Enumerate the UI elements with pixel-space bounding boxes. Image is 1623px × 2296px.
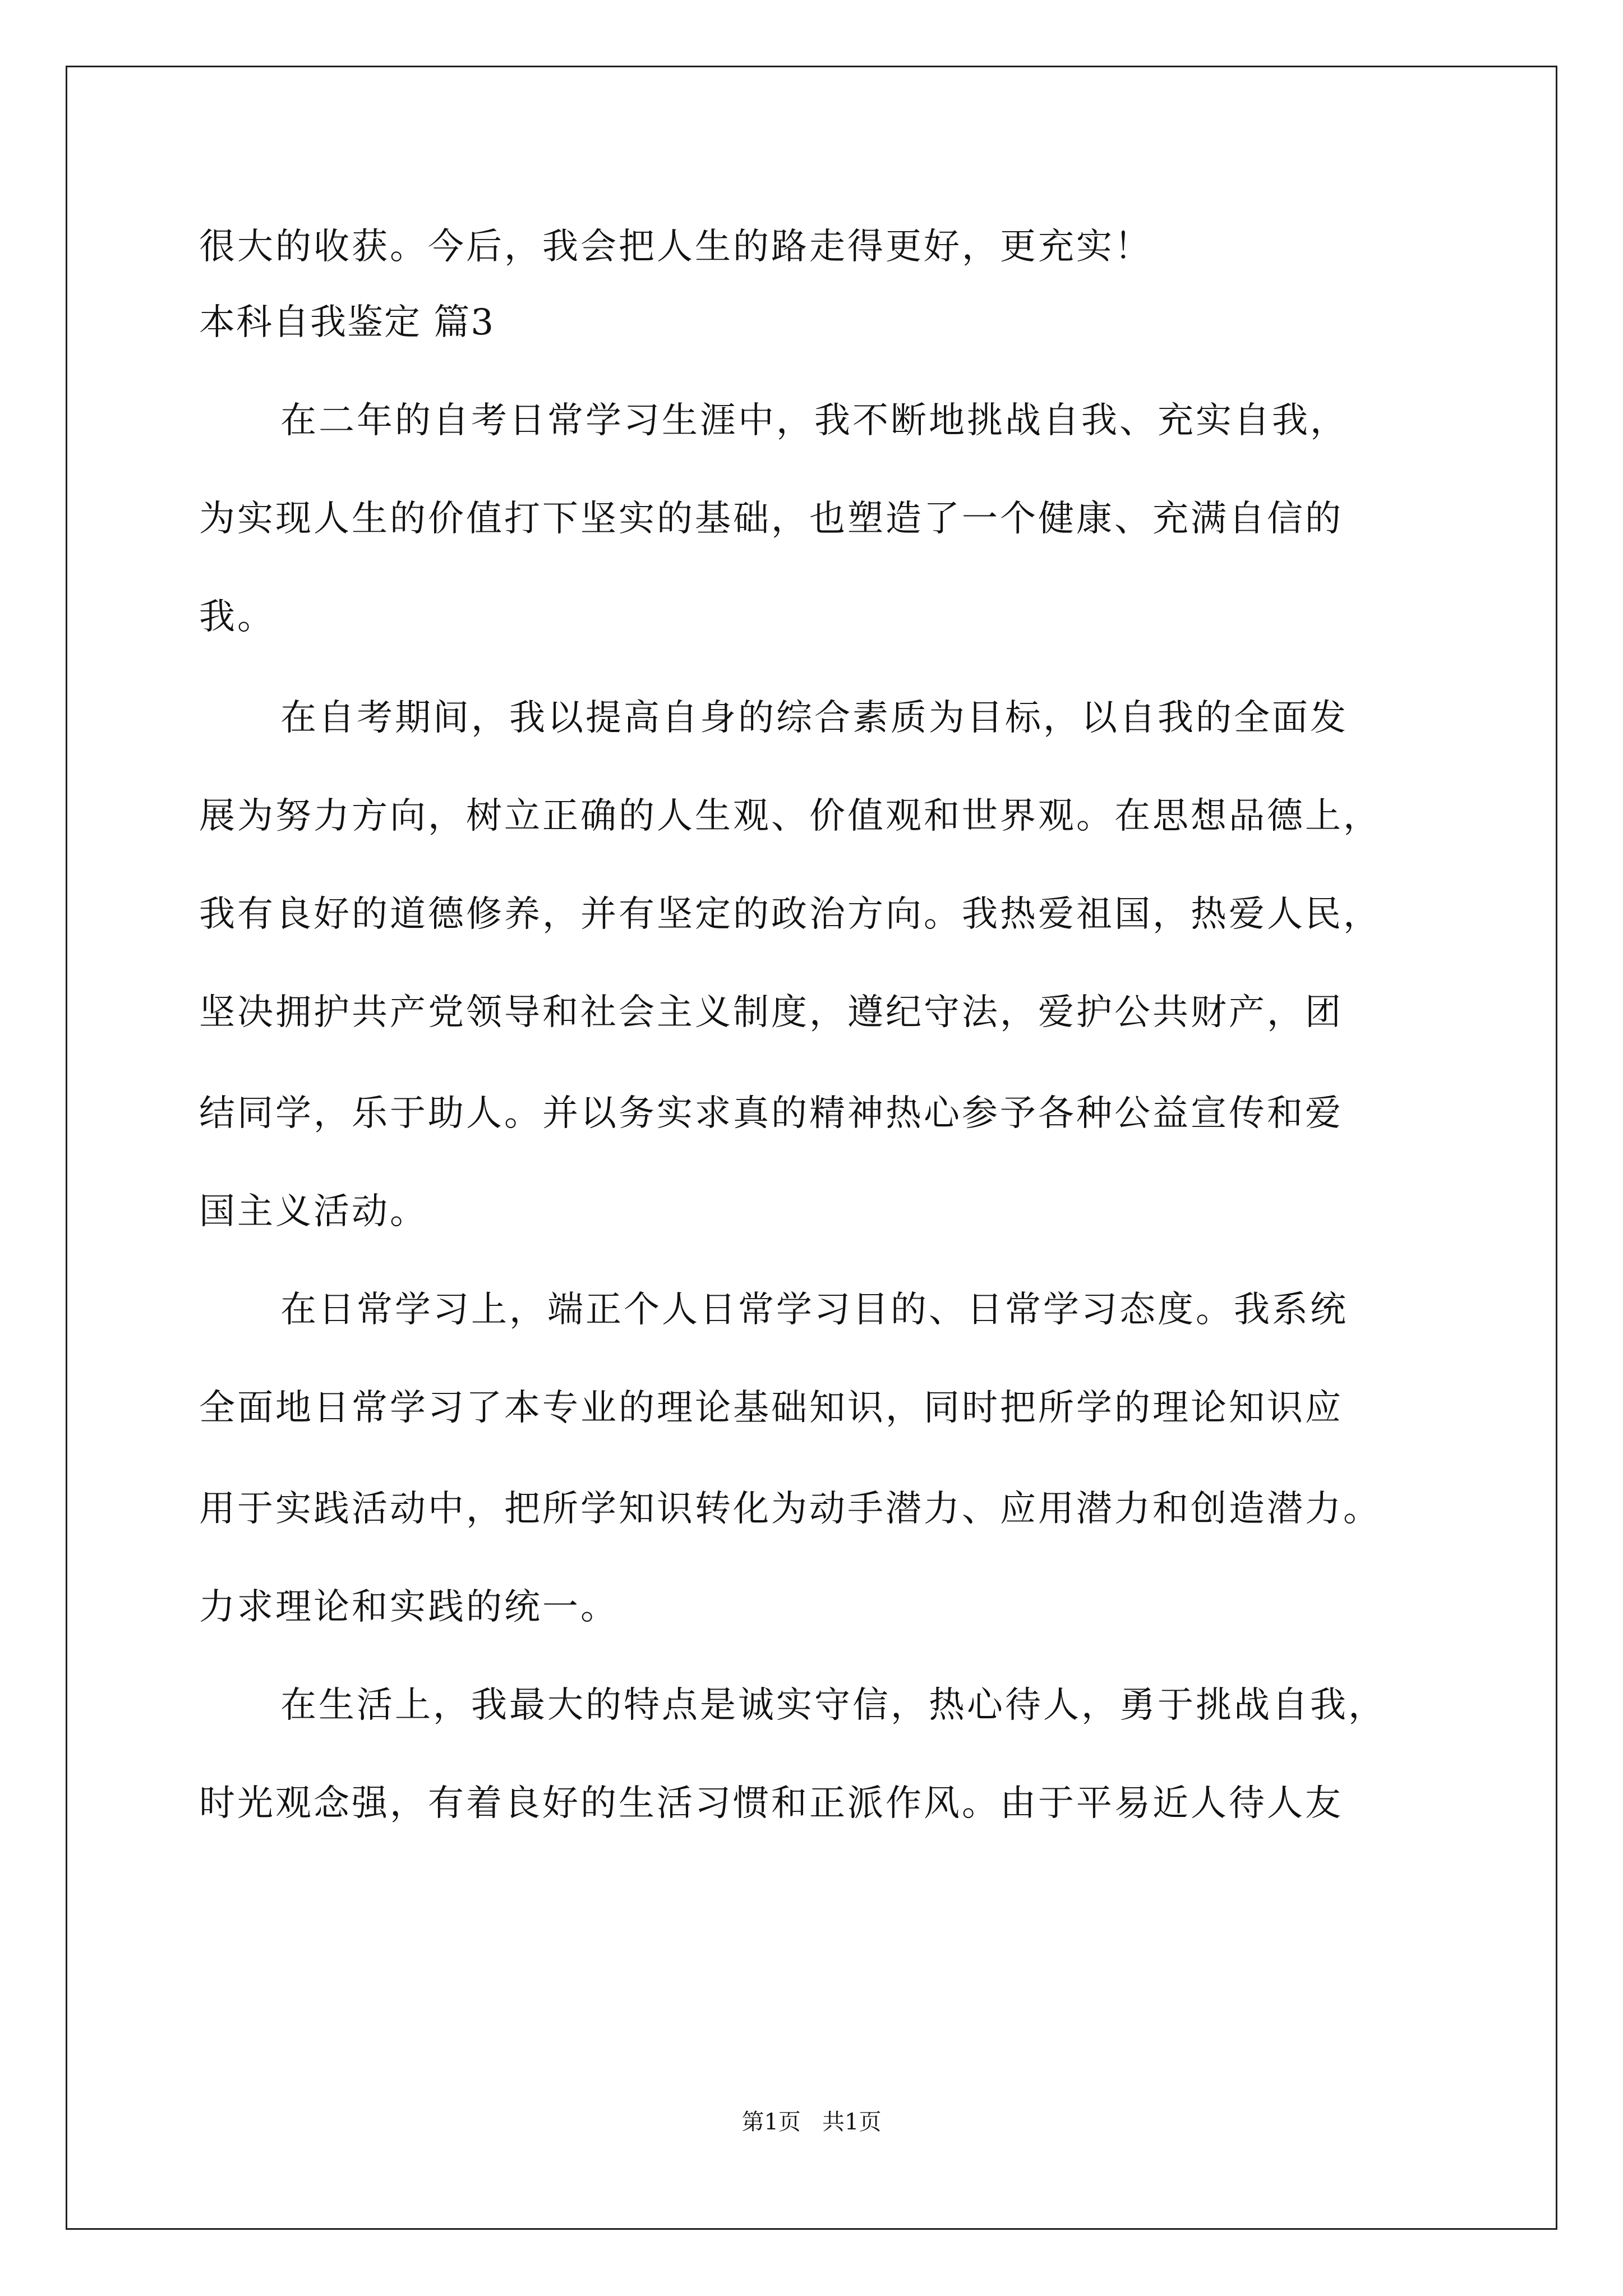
text-line: 在二年的自考日常学习生涯中，我不断地挑战自我、充实自我， — [280, 400, 1348, 441]
text-line: 全面地日常学习了本专业的理论基础知识，同时把所学的理论知识应 — [199, 1387, 1343, 1429]
text-line: 国主义活动。 — [199, 1191, 428, 1232]
text-line: 用于实践活动中，把所学知识转化为动手潜力、应用潜力和创造潜力。 — [199, 1488, 1381, 1530]
text-line: 在生活上，我最大的特点是诚实守信，热心待人，勇于挑战自我， — [280, 1685, 1386, 1726]
text-line: 时光观念强，有着良好的生活习惯和正派作风。由于平易近人待人友 — [199, 1783, 1343, 1824]
text-line: 在日常学习上，端正个人日常学习目的、日常学习态度。我系统 — [280, 1289, 1348, 1331]
text-line: 我。 — [199, 596, 275, 638]
text-line: 坚决拥护共产党领导和社会主义制度，遵纪守法，爱护公共财产，团 — [199, 992, 1343, 1033]
page-border — [66, 66, 1557, 2230]
text-line: 很大的收获。今后，我会把人生的路走得更好，更充实！ — [199, 226, 1152, 268]
text-line: 结同学，乐于助人。并以务实求真的精神热心参予各种公益宣传和爱 — [199, 1093, 1343, 1134]
page-footer: 第1页 共1页 — [741, 2109, 882, 2135]
section-heading: 本科自我鉴定 篇3 — [199, 302, 495, 343]
text-line: 在自考期间，我以提高自身的综合素质为目标，以自我的全面发 — [280, 697, 1348, 739]
text-line: 力求理论和实践的统一。 — [199, 1586, 619, 1628]
text-line: 展为努力方向，树立正确的人生观、价值观和世界观。在思想品德上， — [199, 795, 1381, 837]
text-line: 为实现人生的价值打下坚实的基础，也塑造了一个健康、充满自信的 — [199, 498, 1343, 540]
text-line: 我有良好的道德修养，并有坚定的政治方向。我热爱祖国，热爱人民， — [199, 894, 1381, 935]
